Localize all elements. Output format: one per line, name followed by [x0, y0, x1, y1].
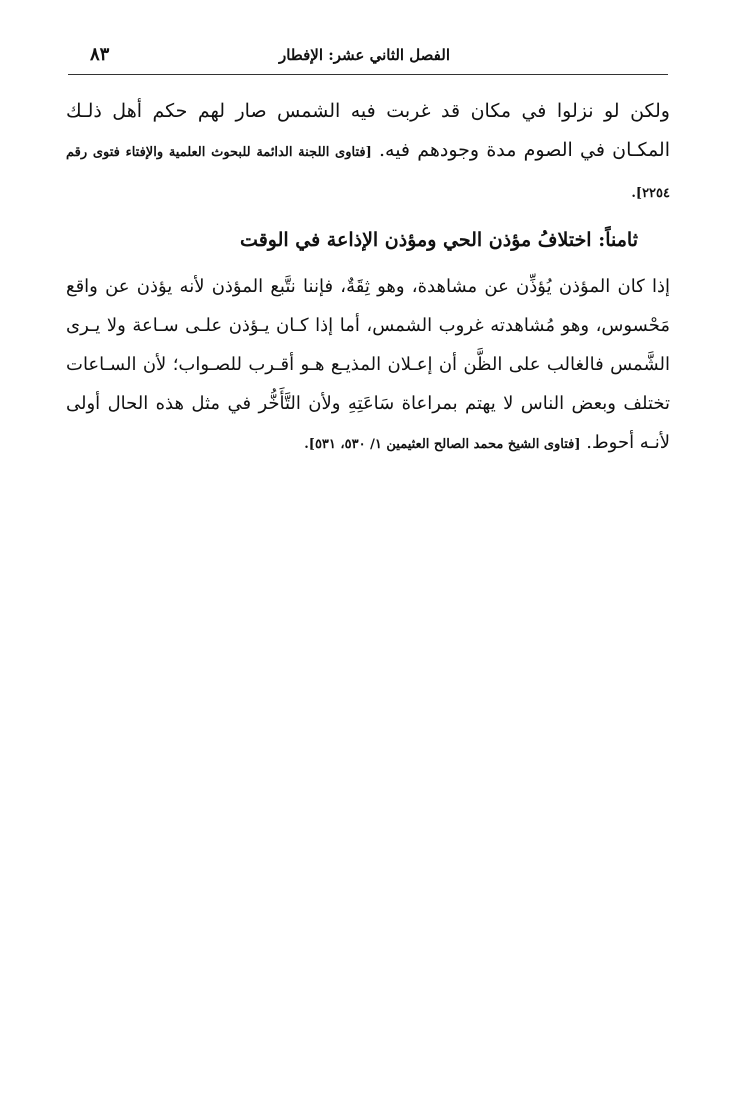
paragraph-1-text: ولكن لو نزلوا في مكان قد غربت فيه الشمس صار لهم حكم أهل ذلـك المكـان في الصوم مدة وجودهم فيه. — [66, 100, 670, 161]
page-header — [68, 40, 668, 76]
paragraph-2 — [66, 267, 670, 464]
running-title: الفصل الثاني عشر: الإفطار — [278, 46, 450, 64]
citation-1: [فتاوى اللجنة الدائمة للبحوث العلمية والإفتاء فتوى رقم ٢٢٥٤]. — [66, 145, 670, 201]
header-rule — [68, 74, 668, 75]
paragraph-2-text: إذا كان المؤذن يُؤذِّن عن مشاهدة، وهو ثِقَةٌ، فإننا نتَّبع المؤذن لأنه يؤذن عن واقع مَحْسوس، وهو مُشاهدته غروب الشمس، أما إذا كـان يـؤذن علـى سـاعة ولا يـرى الشَّمس فالغالب على الظَّن أن إعـلان المذيـع هـو أقـرب للصـواب؛ لأن السـاعات تختلف وبعض الناس لا يهتم بمراعاة سَاعَتِهِ ولأن التَّأَخُّر في مثل هذه الحال أولى لأنـه أحوط. — [66, 276, 670, 453]
page-body — [66, 92, 670, 464]
paragraph-1 — [66, 92, 670, 213]
citation-2: [فتاوى الشيخ محمد الصالح العثيمين ١/ ٥٣٠، ٥٣١]. — [304, 437, 581, 452]
page-number: ٨٣ — [90, 44, 110, 65]
section-heading: ثامناً: اختلافُ مؤذن الحي ومؤذن الإذاعة في الوقت — [240, 229, 638, 251]
